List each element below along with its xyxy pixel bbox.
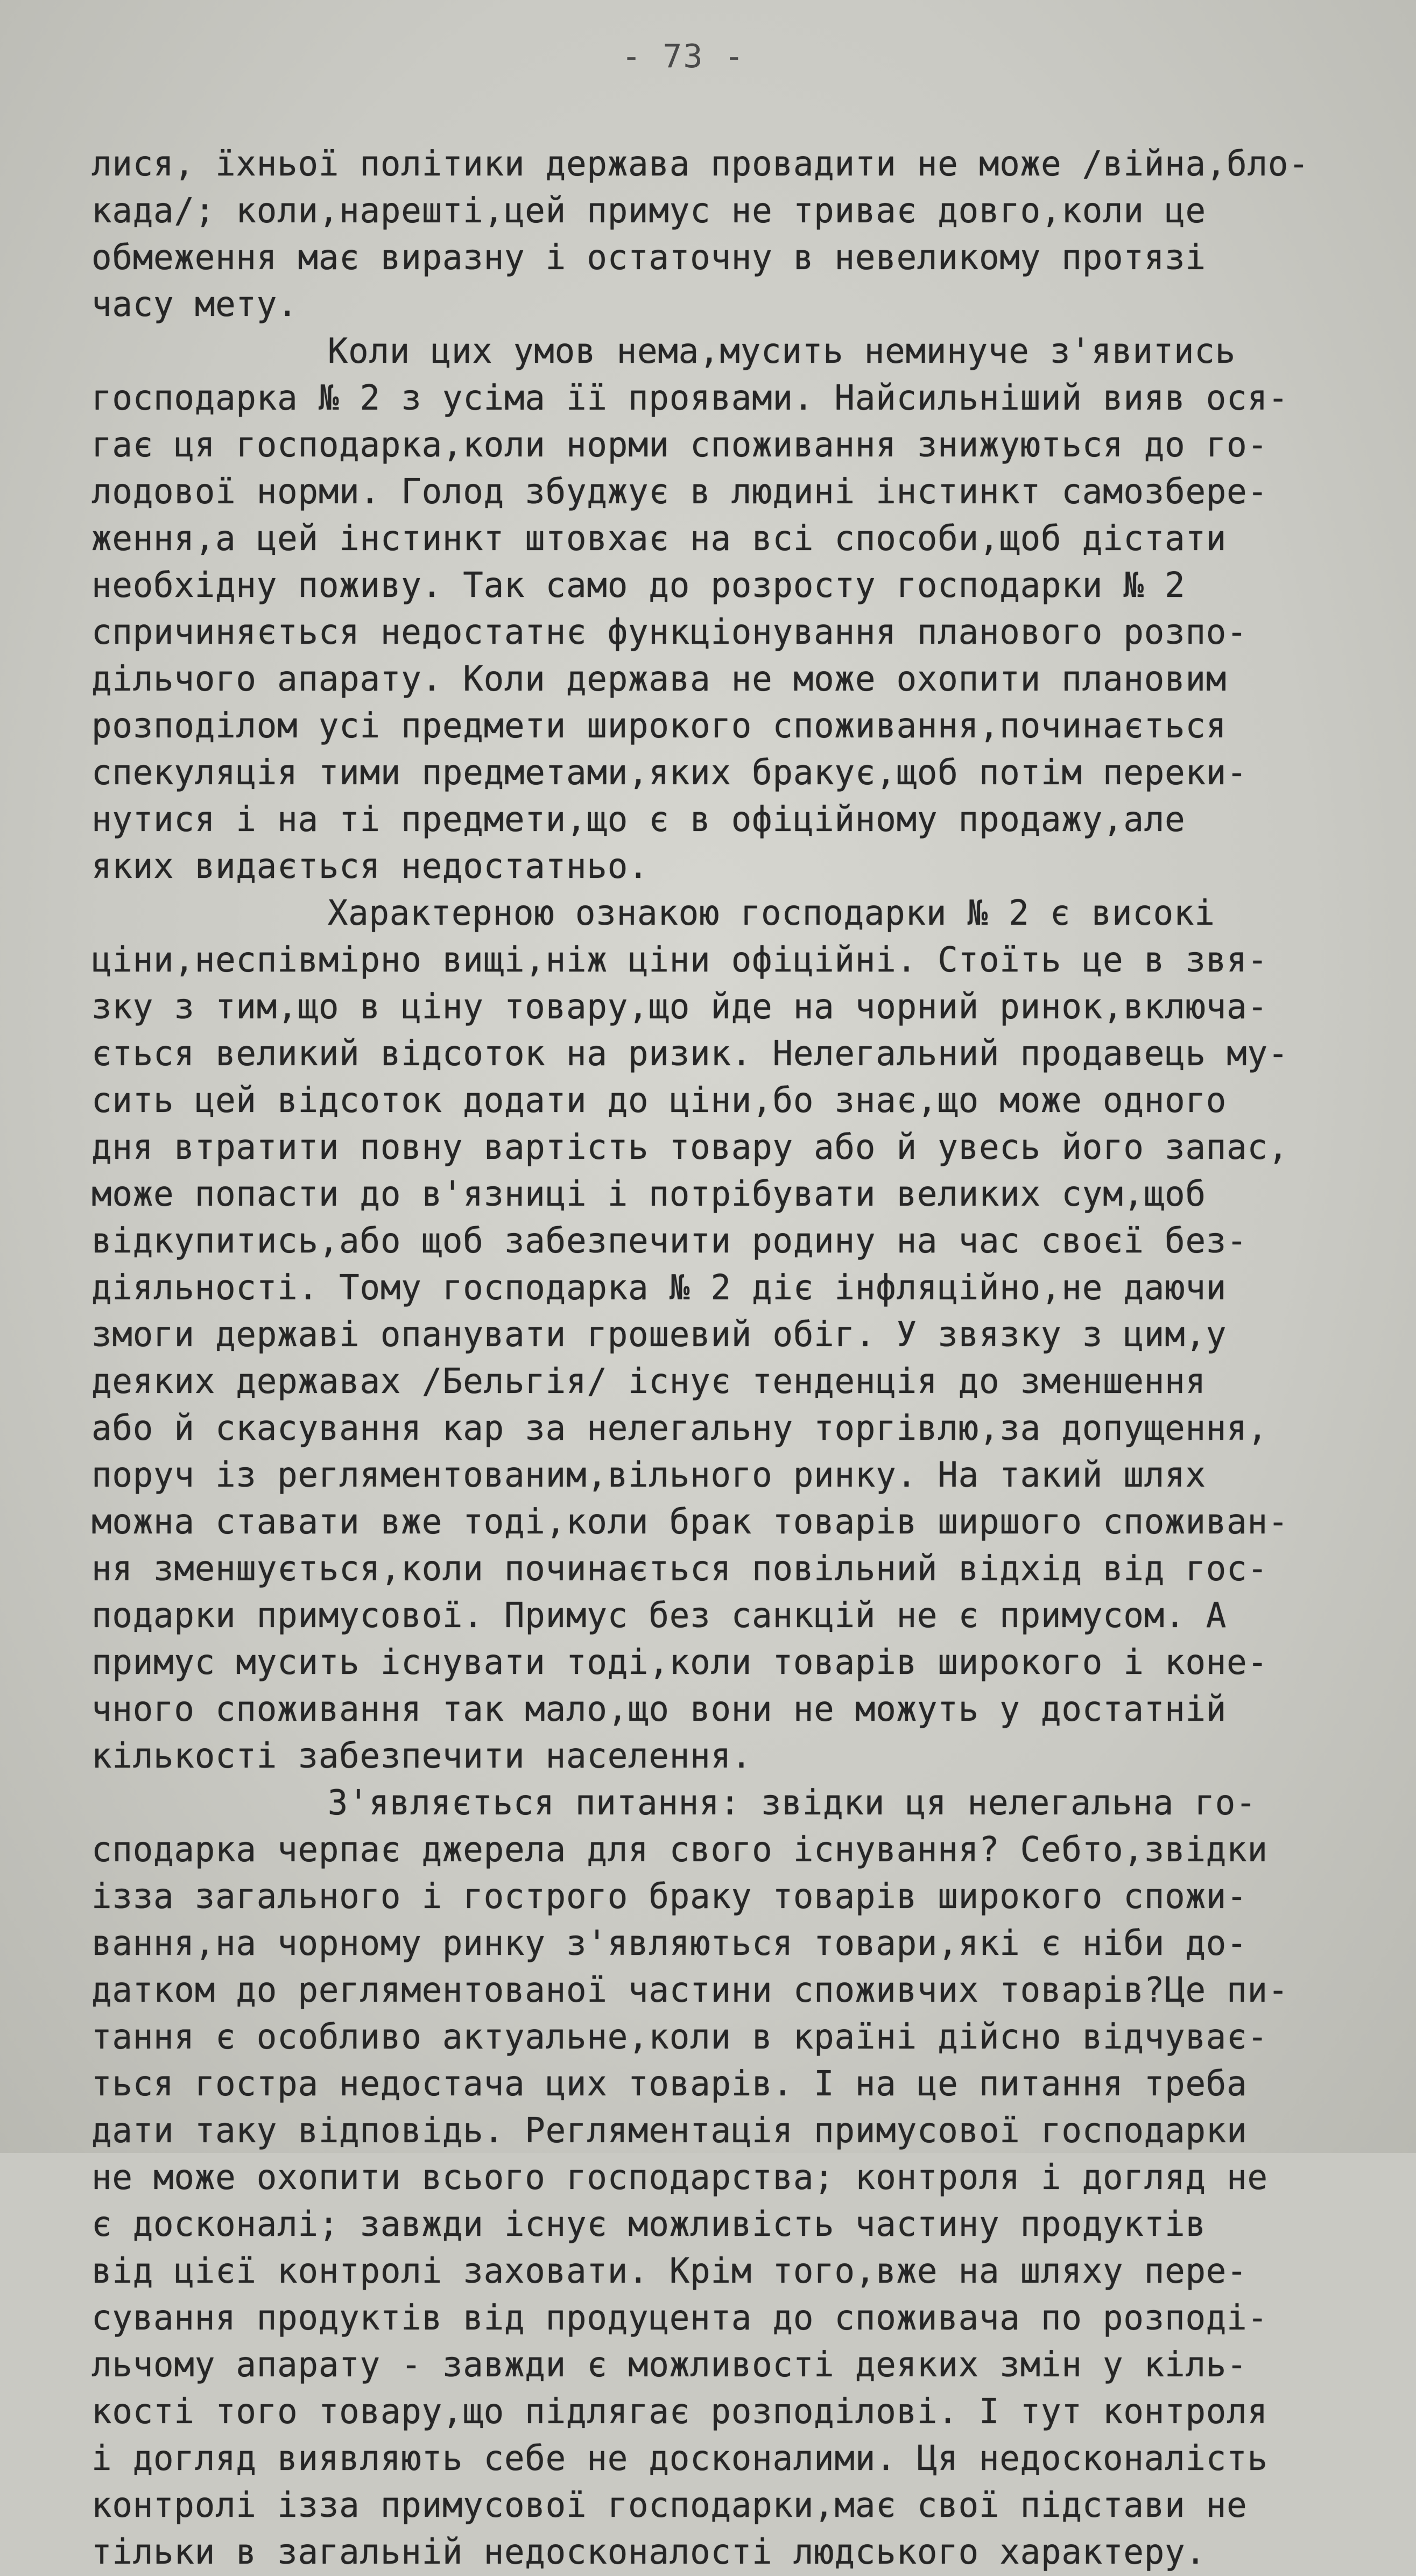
text-line: тання є особливо актуальне,коли в країні дійсно відчуває- xyxy=(91,2017,1268,2057)
text-line: лися, їхньої політики держава провадити не може /війна,бло- xyxy=(91,144,1309,184)
text-line: чного споживання так мало,що вони не можуть у достатній xyxy=(91,1690,1227,1729)
text-line: льчому апарату - завжди є можливості деяких змін у кіль- xyxy=(91,2345,1248,2385)
text-line: від цієї контролі заховати. Крім того,вже на шляху пере- xyxy=(91,2251,1248,2291)
text-line: може попасти до в'язниці і потрібувати великих сум,щоб xyxy=(91,1174,1206,1214)
text-line: Коли цих умов нема,мусить неминуче з'явитись xyxy=(327,332,1236,371)
text-line: дільчого апарату. Коли держава не може охопити плановим xyxy=(91,659,1227,699)
text-line: примус мусить існувати тоді,коли товарів широкого і коне- xyxy=(91,1643,1268,1683)
typed-text-body xyxy=(91,141,1345,2576)
text-line: контролі ізза примусової господарки,має свої підстави не xyxy=(91,2486,1248,2525)
text-line: сить цей відсоток додати до ціни,бо знає,що може одного xyxy=(91,1081,1227,1121)
text-line: ізза загального і гострого браку товарів широкого спожи- xyxy=(91,1877,1248,1917)
text-line: вання,на чорному ринку з'являються товари,які є ніби до- xyxy=(91,1924,1248,1963)
text-line: змоги державі опанувати грошевий обіг. У звязку з цим,у xyxy=(91,1315,1227,1355)
text-line: є досконалі; завжди існує можливість частину продуктів xyxy=(91,2205,1206,2244)
text-line: яких видається недостатньо. xyxy=(91,847,649,886)
text-line: дати таку відповідь. Регляментація примусової господарки xyxy=(91,2111,1248,2151)
text-line: Характерною ознакою господарки № 2 є високі xyxy=(327,893,1215,933)
text-line: ціни,неспівмірно вищі,ніж ціни офіційні. Стоїть це в звя- xyxy=(91,940,1268,980)
text-line: подарки примусової. Примус без санкцій не є примусом. А xyxy=(91,1596,1227,1636)
text-line: або й скасування кар за нелегальну торгівлю,за допущення, xyxy=(91,1409,1268,1448)
text-line: поруч із регляментованим,вільного ринку. На такий шлях xyxy=(91,1455,1206,1495)
text-line: ться гостра недостача цих товарів. І на це питання треба xyxy=(91,2064,1248,2104)
text-line: часу мету. xyxy=(91,285,298,325)
text-line: сподарка черпає джерела для свого існування? Себто,звідки xyxy=(91,1830,1268,1870)
text-line: не може охопити всього господарства; контроля і догляд не xyxy=(91,2158,1268,2198)
text-line: ження,а цей інстинкт штовхає на всі способи,щоб дістати xyxy=(91,519,1227,559)
text-line: ня зменшується,коли починається повільний відхід від гос- xyxy=(91,1549,1268,1589)
text-line: діяльності. Тому господарка № 2 діє інфляційно,не даючи xyxy=(91,1268,1227,1308)
text-line: необхідну поживу. Так само до розросту господарки № 2 xyxy=(91,566,1186,606)
text-line: можна ставати вже тоді,коли брак товарів ширшого споживан- xyxy=(91,1502,1289,1542)
text-line: ється великий відсоток на ризик. Нелегальний продавець му- xyxy=(91,1034,1289,1074)
text-line: тільки в загальній недосконалості людського характеру. xyxy=(91,2532,1206,2572)
text-line: відкупитись,або щоб забезпечити родину на час своєї без- xyxy=(91,1221,1248,1261)
page-number: - 73 - xyxy=(622,38,745,75)
text-line: дня втратити повну вартість товару або й увесь його запас, xyxy=(91,1128,1289,1167)
text-line: лодової норми. Голод збуджує в людині інстинкт самозбере- xyxy=(91,472,1268,512)
text-line: спричиняється недостатнє функціонування планового розпо- xyxy=(91,613,1248,652)
text-line: нутися і на ті предмети,що є в офіційному продажу,але xyxy=(91,800,1186,840)
text-line: зку з тим,що в ціну товару,що йде на чорний ринок,включа- xyxy=(91,987,1268,1027)
text-line: сування продуктів від продуцента до споживача по розподі- xyxy=(91,2298,1268,2338)
text-line: господарка № 2 з усіма її проявами. Найсильніший вияв ося- xyxy=(91,378,1289,418)
text-line: датком до регляментованої частини споживчих товарів?Це пи- xyxy=(91,1970,1289,2010)
text-line: деяких державах /Бельгія/ існує тенденція до зменшення xyxy=(91,1362,1206,1402)
text-line: З'являється питання: звідки ця нелегальна го- xyxy=(327,1783,1257,1823)
text-line: кості того товару,що підлягає розподілові. І тут контроля xyxy=(91,2392,1268,2432)
text-line: кількості забезпечити населення. xyxy=(91,1736,752,1776)
text-line: гає ця господарка,коли норми споживання знижуються до го- xyxy=(91,425,1268,465)
text-line: када/; коли,нарешті,цей примус не триває довго,коли це xyxy=(91,191,1206,231)
text-line: і догляд виявляють себе не досконалими. Ця недосконалість xyxy=(91,2439,1268,2479)
text-line: обмеження має виразну і остаточну в невеликому протязі xyxy=(91,238,1206,278)
text-line: розподілом усі предмети широкого споживання,починається xyxy=(91,706,1227,746)
text-line: спекуляція тими предметами,яких бракує,щоб потім переки- xyxy=(91,753,1248,793)
